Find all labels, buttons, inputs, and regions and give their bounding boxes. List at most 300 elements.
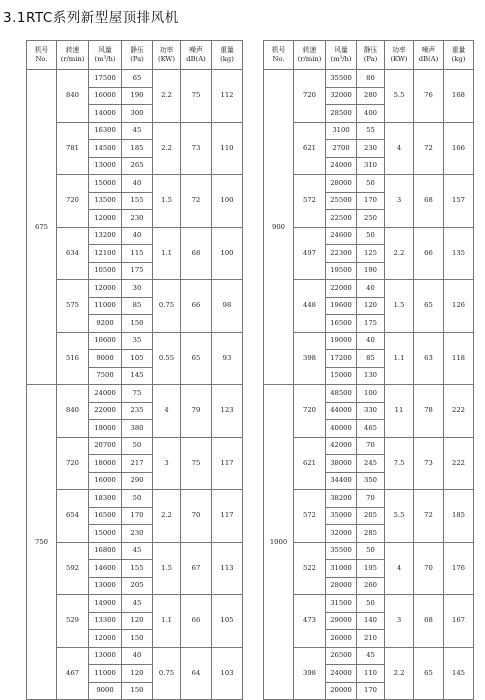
table-row	[27, 647, 243, 665]
table-header	[264, 41, 474, 70]
column-header-cn: 噪声	[421, 45, 436, 54]
airflow-cell: 35500	[326, 542, 357, 560]
power-cell: 4	[153, 385, 181, 438]
speed-cell: 621	[294, 122, 326, 175]
table-row	[264, 595, 474, 613]
static-pressure-cell: 280	[357, 87, 385, 105]
static-pressure-cell: 140	[357, 612, 385, 630]
static-pressure-cell: 150	[122, 630, 153, 648]
power-cell: 0.55	[153, 332, 181, 385]
airflow-cell: 13000	[89, 647, 122, 665]
static-pressure-cell: 235	[122, 402, 153, 420]
column-header-en: No.	[35, 55, 48, 63]
column-header	[212, 41, 243, 70]
static-pressure-cell: 230	[122, 210, 153, 228]
table-body	[264, 70, 474, 700]
column-header	[153, 41, 181, 70]
model-number-cell: 900	[264, 70, 294, 385]
static-pressure-cell: 190	[357, 262, 385, 280]
noise-cell: 73	[181, 122, 212, 175]
airflow-cell: 25500	[326, 192, 357, 210]
airflow-cell: 31500	[326, 595, 357, 613]
column-header-en: (r/min)	[60, 55, 85, 63]
page-title: 3.1RTC系列新型屋顶排风机	[3, 10, 179, 26]
weight-cell: 222	[444, 437, 474, 490]
static-pressure-cell: 40	[122, 647, 153, 665]
weight-cell: 118	[444, 332, 474, 385]
airflow-cell: 17500	[89, 70, 122, 88]
airflow-cell: 18300	[89, 490, 122, 508]
table-body	[27, 70, 243, 700]
model-number-cell: 675	[27, 70, 57, 385]
static-pressure-cell: 50	[357, 542, 385, 560]
airflow-cell: 16800	[89, 542, 122, 560]
header-row	[27, 41, 243, 70]
airflow-cell: 38200	[326, 490, 357, 508]
static-pressure-cell: 170	[357, 682, 385, 700]
column-header	[27, 41, 57, 70]
noise-cell: 75	[181, 437, 212, 490]
column-header-cn: 机号	[34, 45, 49, 54]
speed-cell: 448	[294, 280, 326, 333]
power-cell: 3	[385, 175, 414, 228]
static-pressure-cell: 290	[122, 472, 153, 490]
static-pressure-cell: 50	[357, 227, 385, 245]
static-pressure-cell: 85	[357, 350, 385, 368]
weight-cell: 185	[444, 490, 474, 543]
speed-cell: 575	[57, 280, 89, 333]
airflow-cell: 40000	[326, 420, 357, 438]
airflow-cell: 17200	[326, 350, 357, 368]
power-cell: 2.2	[153, 70, 181, 123]
column-header-cn: 转速	[302, 45, 317, 54]
static-pressure-cell: 75	[122, 385, 153, 403]
noise-cell: 65	[181, 332, 212, 385]
static-pressure-cell: 380	[122, 420, 153, 438]
static-pressure-cell: 260	[357, 577, 385, 595]
airflow-cell: 2700	[326, 140, 357, 158]
power-cell: 1.5	[153, 175, 181, 228]
static-pressure-cell: 185	[122, 140, 153, 158]
speed-cell: 522	[294, 542, 326, 595]
airflow-cell: 34400	[326, 472, 357, 490]
weight-cell: 103	[212, 647, 243, 700]
model-number-cell: 750	[27, 385, 57, 700]
static-pressure-cell: 205	[122, 577, 153, 595]
column-header-en: dB(A)	[418, 55, 439, 63]
power-cell: 0.75	[153, 647, 181, 700]
airflow-cell: 9200	[89, 315, 122, 333]
table-row	[264, 227, 474, 245]
static-pressure-cell: 45	[357, 647, 385, 665]
column-header	[89, 41, 122, 70]
power-cell: 1.5	[385, 280, 414, 333]
airflow-cell: 7500	[89, 367, 122, 385]
weight-cell: 113	[212, 542, 243, 595]
airflow-cell: 3100	[326, 122, 357, 140]
static-pressure-cell: 40	[357, 332, 385, 350]
airflow-cell: 15000	[89, 525, 122, 543]
airflow-cell: 18000	[89, 455, 122, 473]
power-cell: 3	[153, 437, 181, 490]
weight-cell: 98	[212, 280, 243, 333]
weight-cell: 167	[444, 595, 474, 648]
static-pressure-cell: 145	[122, 367, 153, 385]
speed-cell: 497	[294, 227, 326, 280]
table-row	[27, 70, 243, 88]
static-pressure-cell: 105	[122, 350, 153, 368]
table-row	[264, 175, 474, 193]
weight-cell: 100	[212, 175, 243, 228]
static-pressure-cell: 85	[122, 297, 153, 315]
static-pressure-cell: 70	[357, 437, 385, 455]
weight-cell: 176	[444, 542, 474, 595]
static-pressure-cell: 400	[357, 105, 385, 123]
static-pressure-cell: 70	[357, 490, 385, 508]
speed-cell: 467	[57, 647, 89, 700]
column-header	[414, 41, 444, 70]
noise-cell: 78	[414, 385, 444, 438]
weight-cell: 105	[212, 595, 243, 648]
airflow-cell: 13500	[89, 192, 122, 210]
noise-cell: 66	[414, 227, 444, 280]
table-row	[264, 385, 474, 403]
speed-cell: 720	[294, 385, 326, 438]
weight-cell: 93	[212, 332, 243, 385]
weight-cell: 126	[444, 280, 474, 333]
column-header	[264, 41, 294, 70]
noise-cell: 73	[414, 437, 444, 490]
table-row	[264, 437, 474, 455]
airflow-cell: 16500	[89, 507, 122, 525]
static-pressure-cell: 150	[122, 315, 153, 333]
airflow-cell: 22000	[89, 402, 122, 420]
column-header-en: (r/min)	[297, 55, 322, 63]
speed-cell: 840	[57, 70, 89, 123]
spec-table-left	[26, 40, 243, 700]
static-pressure-cell: 265	[122, 157, 153, 175]
speed-cell: 781	[57, 122, 89, 175]
static-pressure-cell: 170	[122, 507, 153, 525]
power-cell: 1.5	[153, 542, 181, 595]
airflow-cell: 19000	[326, 332, 357, 350]
power-cell: 5.5	[385, 490, 414, 543]
table-row	[27, 385, 243, 403]
noise-cell: 65	[414, 280, 444, 333]
airflow-cell: 28000	[326, 577, 357, 595]
table-row	[27, 122, 243, 140]
noise-cell: 66	[181, 595, 212, 648]
static-pressure-cell: 350	[357, 472, 385, 490]
weight-cell: 157	[444, 175, 474, 228]
column-header-en: (kg)	[220, 55, 234, 63]
static-pressure-cell: 45	[122, 542, 153, 560]
static-pressure-cell: 40	[122, 175, 153, 193]
airflow-cell: 26000	[326, 630, 357, 648]
speed-cell: 473	[294, 595, 326, 648]
airflow-cell: 19600	[326, 297, 357, 315]
column-header	[444, 41, 474, 70]
static-pressure-cell: 120	[357, 297, 385, 315]
static-pressure-cell: 55	[357, 122, 385, 140]
model-number-cell: 1000	[264, 385, 294, 700]
static-pressure-cell: 190	[122, 87, 153, 105]
table-header	[27, 41, 243, 70]
airflow-cell: 22500	[326, 210, 357, 228]
power-cell: 7.5	[385, 437, 414, 490]
noise-cell: 63	[414, 332, 444, 385]
static-pressure-cell: 175	[357, 315, 385, 333]
table-row	[27, 280, 243, 298]
static-pressure-cell: 205	[357, 507, 385, 525]
airflow-cell: 13000	[89, 157, 122, 175]
noise-cell: 72	[181, 175, 212, 228]
noise-cell: 64	[181, 647, 212, 700]
airflow-cell: 16000	[89, 87, 122, 105]
airflow-cell: 19000	[89, 420, 122, 438]
column-header-cn: 重量	[220, 45, 234, 54]
airflow-cell: 10600	[89, 332, 122, 350]
column-header-cn: 静压	[363, 45, 378, 54]
column-header-en: No.	[272, 55, 285, 63]
speed-cell: 634	[57, 227, 89, 280]
column-header-en: (m³/h)	[330, 55, 352, 63]
static-pressure-cell: 30	[122, 280, 153, 298]
static-pressure-cell: 40	[357, 280, 385, 298]
airflow-cell: 32000	[326, 87, 357, 105]
static-pressure-cell: 45	[122, 122, 153, 140]
speed-cell: 621	[294, 437, 326, 490]
table-row	[27, 227, 243, 245]
airflow-cell: 29000	[326, 612, 357, 630]
static-pressure-cell: 245	[357, 455, 385, 473]
airflow-cell: 20000	[326, 682, 357, 700]
airflow-cell: 24000	[89, 385, 122, 403]
column-header-cn: 风量	[98, 45, 112, 54]
power-cell: 0.75	[153, 280, 181, 333]
weight-cell: 117	[212, 490, 243, 543]
airflow-cell: 48500	[326, 385, 357, 403]
weight-cell: 117	[212, 437, 243, 490]
table-row	[264, 647, 474, 665]
airflow-cell: 20700	[89, 437, 122, 455]
noise-cell: 68	[414, 595, 444, 648]
static-pressure-cell: 120	[122, 665, 153, 683]
speed-cell: 516	[57, 332, 89, 385]
column-header-en: (Pa)	[130, 55, 144, 63]
weight-cell: 166	[444, 122, 474, 175]
noise-cell: 70	[414, 542, 444, 595]
airflow-cell: 9000	[89, 350, 122, 368]
column-header-cn: 噪声	[189, 45, 203, 54]
airflow-cell: 42000	[326, 437, 357, 455]
speed-cell: 398	[294, 647, 326, 700]
static-pressure-cell: 100	[357, 385, 385, 403]
static-pressure-cell: 217	[122, 455, 153, 473]
column-header	[181, 41, 212, 70]
power-cell: 3	[385, 595, 414, 648]
airflow-cell: 12000	[89, 280, 122, 298]
airflow-cell: 16500	[326, 315, 357, 333]
static-pressure-cell: 155	[122, 560, 153, 578]
table-row	[27, 542, 243, 560]
static-pressure-cell: 230	[122, 525, 153, 543]
column-header	[294, 41, 326, 70]
static-pressure-cell: 250	[357, 210, 385, 228]
column-header-cn: 功率	[392, 45, 406, 54]
static-pressure-cell: 45	[122, 595, 153, 613]
table-row	[27, 490, 243, 508]
weight-cell: 100	[212, 227, 243, 280]
table-row	[264, 332, 474, 350]
column-header-cn: 功率	[159, 45, 174, 54]
airflow-cell: 26500	[326, 647, 357, 665]
static-pressure-cell: 285	[357, 525, 385, 543]
table-row	[27, 437, 243, 455]
airflow-cell: 28500	[326, 105, 357, 123]
static-pressure-cell: 40	[122, 227, 153, 245]
power-cell: 1.1	[153, 595, 181, 648]
airflow-cell: 14900	[89, 595, 122, 613]
column-header-en: (Pa)	[363, 55, 378, 63]
airflow-cell: 19500	[326, 262, 357, 280]
column-header	[326, 41, 357, 70]
column-header-cn: 重量	[451, 45, 466, 54]
airflow-cell: 35000	[326, 507, 357, 525]
airflow-cell: 22300	[326, 245, 357, 263]
speed-cell: 592	[57, 542, 89, 595]
table-row	[264, 542, 474, 560]
static-pressure-cell: 115	[122, 245, 153, 263]
power-cell: 1.1	[153, 227, 181, 280]
power-cell: 1.1	[385, 332, 414, 385]
airflow-cell: 14600	[89, 560, 122, 578]
table-row	[27, 175, 243, 193]
power-cell: 2.2	[385, 647, 414, 700]
static-pressure-cell: 465	[357, 420, 385, 438]
column-header-en: (kg)	[451, 55, 466, 63]
airflow-cell: 14500	[89, 140, 122, 158]
speed-cell: 654	[57, 490, 89, 543]
static-pressure-cell: 80	[357, 70, 385, 88]
airflow-cell: 12000	[89, 210, 122, 228]
noise-cell: 67	[181, 542, 212, 595]
airflow-cell: 24000	[326, 157, 357, 175]
airflow-cell: 38000	[326, 455, 357, 473]
noise-cell: 68	[181, 227, 212, 280]
weight-cell: 222	[444, 385, 474, 438]
noise-cell: 76	[414, 70, 444, 123]
noise-cell: 75	[181, 70, 212, 123]
column-header-en: (m³/h)	[94, 55, 116, 63]
static-pressure-cell: 175	[122, 262, 153, 280]
airflow-cell: 35500	[326, 70, 357, 88]
power-cell: 2.2	[153, 490, 181, 543]
static-pressure-cell: 120	[122, 612, 153, 630]
airflow-cell: 11000	[89, 665, 122, 683]
airflow-cell: 22000	[326, 280, 357, 298]
noise-cell: 72	[414, 490, 444, 543]
airflow-cell: 9000	[89, 682, 122, 700]
airflow-cell: 24600	[326, 227, 357, 245]
static-pressure-cell: 50	[357, 595, 385, 613]
column-header-cn: 风量	[334, 45, 348, 54]
static-pressure-cell: 330	[357, 402, 385, 420]
column-header	[57, 41, 89, 70]
static-pressure-cell: 150	[122, 682, 153, 700]
airflow-cell: 28000	[326, 175, 357, 193]
weight-cell: 145	[444, 647, 474, 700]
airflow-cell: 12100	[89, 245, 122, 263]
static-pressure-cell: 65	[122, 70, 153, 88]
noise-cell: 66	[181, 280, 212, 333]
airflow-cell: 11000	[89, 297, 122, 315]
weight-cell: 168	[444, 70, 474, 123]
airflow-cell: 12000	[89, 630, 122, 648]
speed-cell: 720	[294, 70, 326, 123]
header-row	[264, 41, 474, 70]
weight-cell: 112	[212, 70, 243, 123]
table-row	[264, 490, 474, 508]
table-row	[264, 70, 474, 88]
power-cell: 4	[385, 542, 414, 595]
airflow-cell: 16300	[89, 122, 122, 140]
airflow-cell: 14000	[89, 105, 122, 123]
airflow-cell: 13200	[89, 227, 122, 245]
noise-cell: 68	[414, 175, 444, 228]
table-row	[264, 122, 474, 140]
noise-cell: 65	[414, 647, 444, 700]
power-cell: 5.5	[385, 70, 414, 123]
static-pressure-cell: 310	[357, 157, 385, 175]
column-header-cn: 静压	[130, 45, 144, 54]
airflow-cell: 15000	[89, 175, 122, 193]
static-pressure-cell: 50	[122, 490, 153, 508]
weight-cell: 123	[212, 385, 243, 438]
airflow-cell: 15000	[326, 367, 357, 385]
static-pressure-cell: 125	[357, 245, 385, 263]
static-pressure-cell: 35	[122, 332, 153, 350]
speed-cell: 720	[57, 437, 89, 490]
airflow-cell: 44000	[326, 402, 357, 420]
airflow-cell: 13300	[89, 612, 122, 630]
airflow-cell: 31000	[326, 560, 357, 578]
speed-cell: 840	[57, 385, 89, 438]
column-header-en: dB(A)	[186, 55, 206, 63]
noise-cell: 79	[181, 385, 212, 438]
column-header-cn: 转速	[65, 45, 80, 54]
weight-cell: 135	[444, 227, 474, 280]
power-cell: 11	[385, 385, 414, 438]
table-row	[264, 280, 474, 298]
power-cell: 2.2	[153, 122, 181, 175]
column-header	[385, 41, 414, 70]
airflow-cell: 13000	[89, 577, 122, 595]
static-pressure-cell: 195	[357, 560, 385, 578]
static-pressure-cell: 230	[357, 140, 385, 158]
static-pressure-cell: 210	[357, 630, 385, 648]
noise-cell: 72	[414, 122, 444, 175]
column-header	[357, 41, 385, 70]
power-cell: 4	[385, 122, 414, 175]
static-pressure-cell: 50	[122, 437, 153, 455]
column-header-cn: 机号	[271, 45, 286, 54]
speed-cell: 572	[294, 490, 326, 543]
static-pressure-cell: 130	[357, 367, 385, 385]
static-pressure-cell: 170	[357, 192, 385, 210]
static-pressure-cell: 300	[122, 105, 153, 123]
speed-cell: 529	[57, 595, 89, 648]
